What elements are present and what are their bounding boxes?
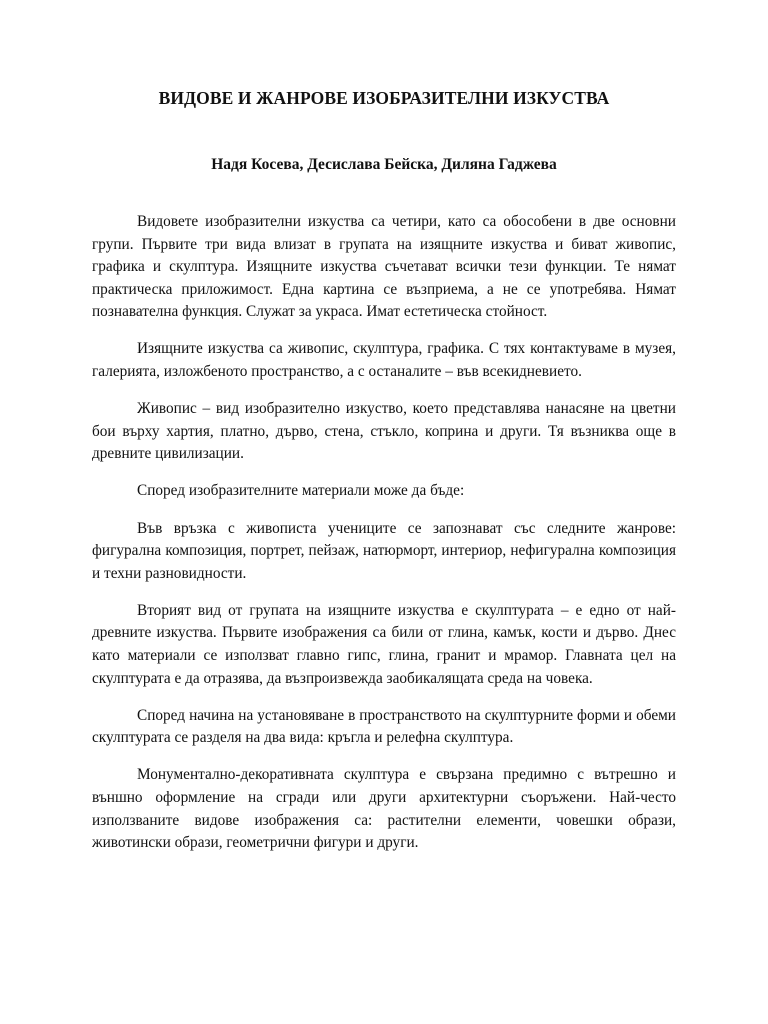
paragraph: Изящните изкуства са живопис, скулптура, графика. С тях контактуваме в музея, галерията, изложбеното пространство, а с останалите – във всекидневието. bbox=[92, 340, 676, 381]
paragraph: Според начина на установяване в пространството на скулптурните форми и обеми скулптурата се разделя на два вида: кръгла и релефна скулптура. bbox=[92, 706, 676, 747]
paragraph: Във връзка с живописта учениците се запознават със следните жанрове: фигурална композиция, портрет, пейзаж, натюрморт, интериор, нефигурална композиция и техни разновидности. bbox=[92, 519, 676, 582]
paragraph: Вторият вид от групата на изящните изкуства е скулптурата – е едно от най-древните изкуства. Първите изображения са били от глина, камък, кости и дърво. Днес като материали се използват главно гипс, глина, гранит и мрамор. Главната цел на скулптурата е да отразява, да възпроизвежда заобикалящата среда на човека. bbox=[92, 601, 676, 687]
paragraph: Според изобразителните материали може да бъде: bbox=[137, 482, 465, 500]
paragraph: Живопис – вид изобразително изкуство, което представлява нанасяне на цветни бои върху хартия, платно, дърво, стена, стъкло, коприна и други. Тя възниква още в древните цивилизации. bbox=[92, 400, 676, 463]
document-authors: Надя Косева, Десислава Бейска, Диляна Гаджева bbox=[211, 156, 557, 173]
document-title: ВИДОВЕ И ЖАНРОВЕ ИЗОБРАЗИТЕЛНИ ИЗКУСТВА bbox=[158, 88, 610, 108]
paragraph: Монументално-декоративната скулптура е свързана предимно с вътрешно и външно оформление на сгради или други архитектурни съоръжени. Най-често използваните видове изображения са: растителни елементи, човешки образи, животински образи, геометрични фигури и други. bbox=[92, 766, 676, 852]
document-body bbox=[92, 211, 676, 869]
paragraph: Видовете изобразителни изкуства са четири, като са обособени в две основни групи. Първите три вида влизат в групата на изящните изкуства и биват живопис, графика и скулптура. Изящните изкуства съчетават всички тези функции. Те нямат практическа приложимост. Една картина се възприема, а не се употребява. Нямат познавателна функция. Служат за украса. Имат естетическа стойност. bbox=[92, 213, 676, 321]
